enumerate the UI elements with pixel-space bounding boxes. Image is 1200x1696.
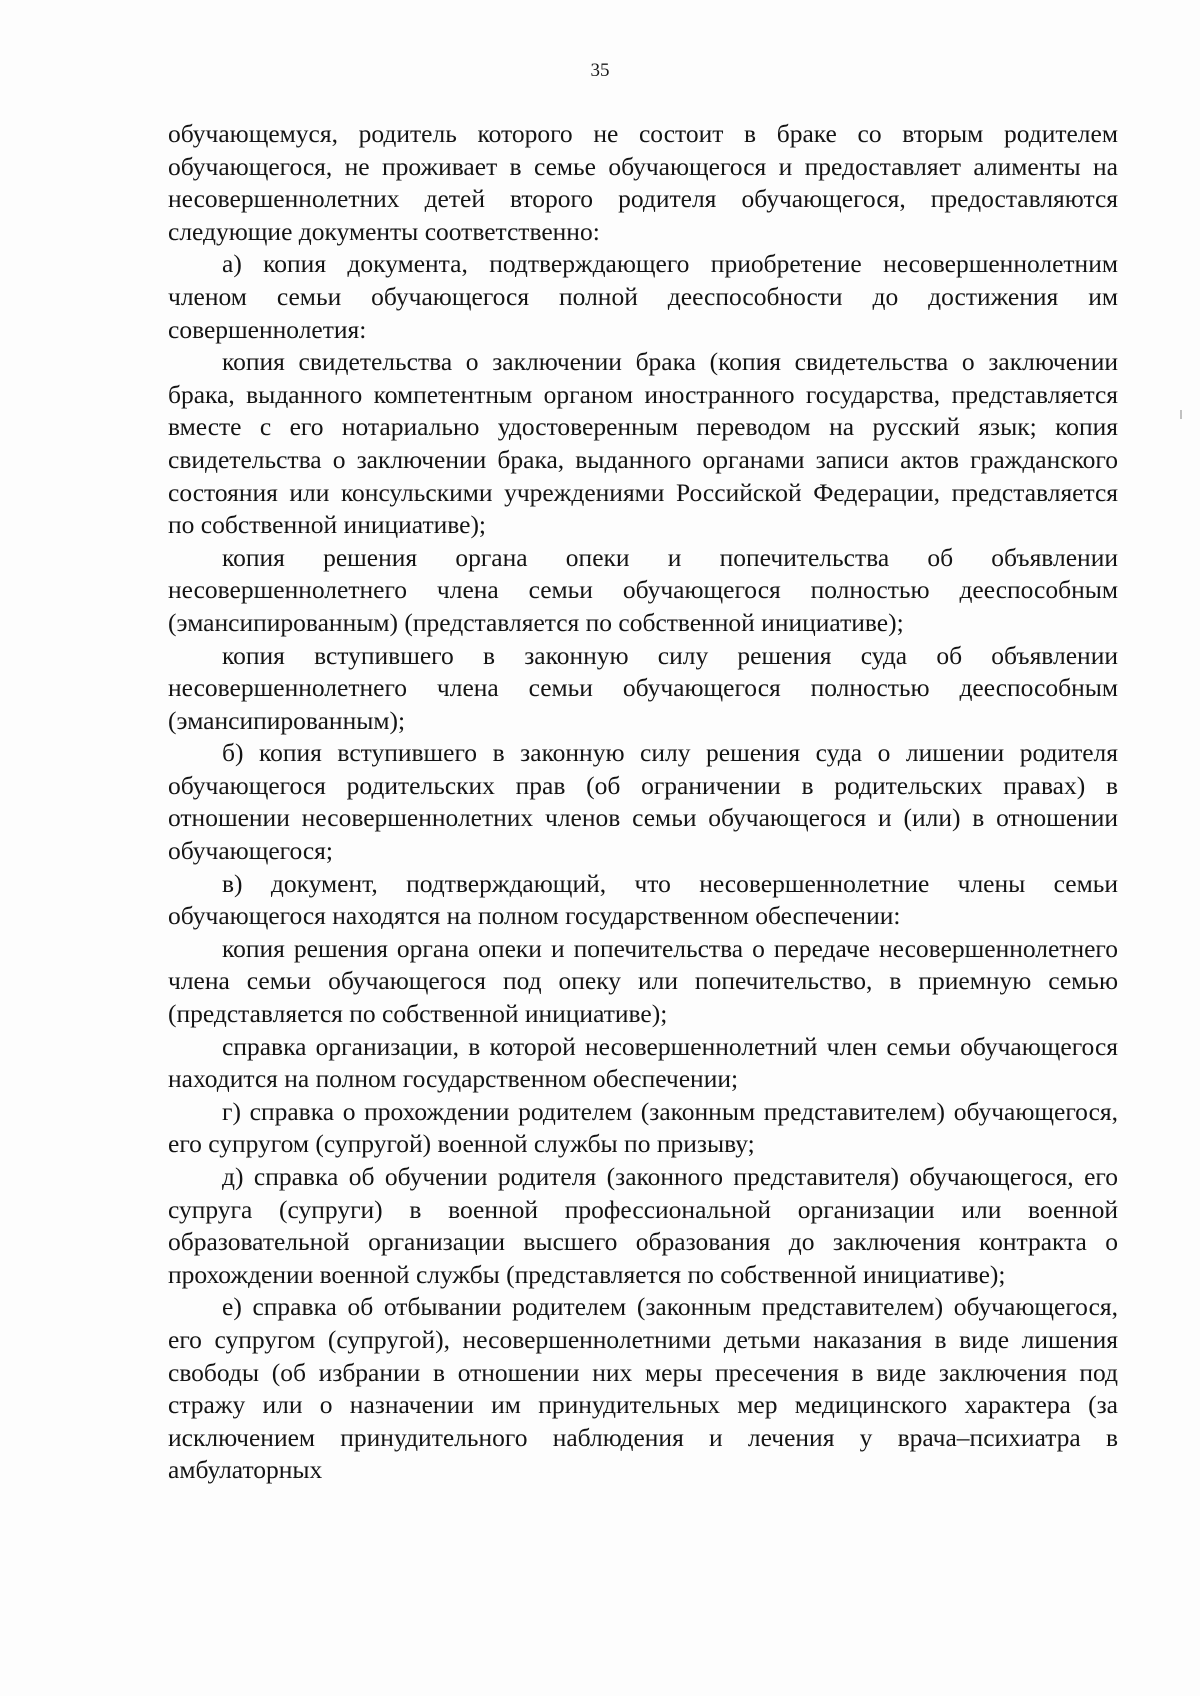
paragraph-item-d: д) справка об обучении родителя (законного представителя) обучающегося, его супруга (супруги) в военной профессиональной организации или военной образовательной организации высшего образования до заключения контракта о прохождении военной службы (представляется по собственной инициативе); [168, 1162, 1118, 1289]
paragraph-guardianship-transfer: копия решения органа опеки и попечительства о передаче несовершеннолетнего члена семьи обучающегося под опеку или попечительство, в приемную семью (представляется по собственной инициативе); [168, 933, 1118, 1029]
paragraph-intro: обучающемуся, родитель которого не состоит в браке со вторым родителем обучающегося, не проживает в семье обучающегося и предоставляет алименты на несовершеннолетних детей второго родителя обучающегося, предоставляются следующие документы соответственно: [168, 119, 1118, 246]
paragraph-item-g: г) справка о прохождении родителем (законным представителем) обучающегося, его супругом (супругой) военной службы по призыву; [168, 1096, 1118, 1159]
paragraph-item-v: в) документ, подтверждающий, что несовершеннолетние члены семьи обучающегося находятся на полном государственном обеспечении: [168, 868, 1118, 931]
paragraph-item-b: б) копия вступившего в законную силу решения суда о лишении родителя обучающегося родительских прав (об ограничении в родительских правах) в отношении несовершеннолетних членов семьи обучающегося и (или) в отношении обучающегося; [168, 738, 1118, 866]
paragraph-court-decision-emancipation: копия вступившего в законную силу решения суда об объявлении несовершеннолетнего члена семьи обучающегося полностью дееспособным (эмансипированным); [168, 640, 1118, 735]
page-number: 35 [590, 60, 610, 81]
document-body [168, 118, 1118, 1487]
paragraph-organization-certificate: справка организации, в которой несовершеннолетний член семьи обучающегося находится на полном государственном обеспечении; [168, 1031, 1118, 1094]
paragraph-guardianship-decision: копия решения органа опеки и попечительства об объявлении несовершеннолетнего члена семьи обучающегося полностью дееспособным (эмансипированным) (представляется по собственной инициативе); [168, 542, 1118, 637]
scan-artifact-mark [1180, 410, 1182, 419]
paragraph-item-a: а) копия документа, подтверждающего приобретение несовершеннолетним членом семьи обучающегося полной дееспособности до достижения им совершеннолетия: [168, 249, 1118, 344]
paragraph-item-e: е) справка об отбывании родителем (законным представителем) обучающегося, его супругом (супругой), несовершеннолетними детьми наказания в виде лишения свободы (об избрании в отношении них меры пресечения в виде заключения под стражу или о назначении им принудительных мер медицинского характера (за исключением принудительного наблюдения и лечения у врача–психиатра в амбулаторных [168, 1292, 1118, 1485]
paragraph-marriage-certificate: копия свидетельства о заключении брака (копия свидетельства о заключении брака, выданного компетентным органом иностранного государства, представляется вместе с его нотариально удостоверенным переводом на русский язык; копия свидетельства о заключении брака, выданного органами записи актов гражданского состояния или консульскими учреждениями Российской Федерации, представляется по собственной инициативе); [168, 347, 1118, 540]
